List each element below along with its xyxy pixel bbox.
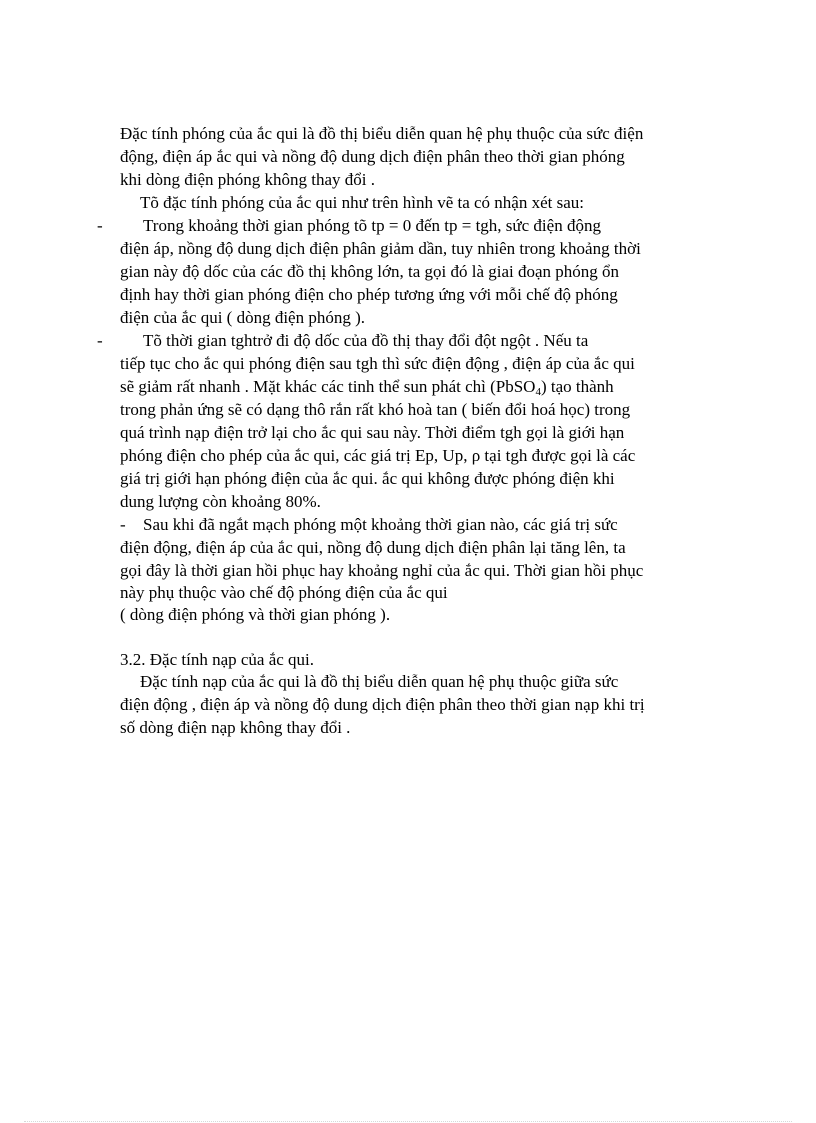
text-line: này phụ thuộc vào chế độ phóng điện của ắc qui bbox=[120, 583, 448, 602]
text-line: gian này độ dốc của các đồ thị không lớn, ta gọi đó là giai đoạn phóng ổn bbox=[120, 262, 620, 281]
page-bottom-divider bbox=[24, 1121, 792, 1122]
text-line: Sau khi đã ngắt mạch phóng một khoảng thời gian nào, các giá trị sức bbox=[143, 515, 618, 534]
text-line: ( dòng điện phóng và thời gian phóng ). bbox=[120, 605, 391, 624]
text-segment: sẽ giảm rất nhanh . Mặt khác các tinh thể sun phát chì (PbSO bbox=[120, 377, 536, 396]
text-segment: ) tạo thành bbox=[540, 377, 614, 396]
text-line: định hay thời gian phóng điện cho phép tương ứng với mỗi chế độ phóng bbox=[120, 285, 618, 304]
text-line: gọi đây là thời gian hồi phục hay khoảng nghỉ của ắc qui. Thời gian hồi phục bbox=[120, 561, 644, 580]
text-line: điện động, điện áp của ắc qui, nồng độ dung dịch điện phân lại tăng lên, ta bbox=[120, 538, 626, 557]
text-line: trong phản ứng sẽ có dạng thô rắn rất khó hoà tan ( biến đổi hoá học) trong bbox=[120, 400, 631, 419]
text-line: điện áp, nồng độ dung dịch điện phân giảm dần, tuy nhiên trong khoảng thời bbox=[120, 239, 641, 258]
bullet-marker: - bbox=[97, 216, 103, 235]
text-line: Tõ thời gian tghtrở đi độ dốc của đồ thị thay đổi đột ngột . Nếu ta bbox=[143, 331, 589, 350]
text-line: số dòng điện nạp không thay đổi . bbox=[120, 718, 351, 737]
bullet-marker: - bbox=[97, 331, 103, 350]
bullet-marker: - bbox=[120, 515, 126, 534]
text-line: Đặc tính phóng của ắc qui là đồ thị biểu diễn quan hệ phụ thuộc của sức điện bbox=[120, 124, 644, 143]
text-line: động, điện áp ắc qui và nồng độ dung dịch điện phân theo thời gian phóng bbox=[120, 147, 625, 166]
intro-line: Tõ đặc tính phóng của ắc qui như trên hình vẽ ta có nhận xét sau: bbox=[140, 193, 585, 212]
text-line-with-formula bbox=[120, 377, 614, 397]
text-line: phóng điện cho phép của ắc qui, các giá trị Ep, Up, ρ tại tgh được gọi là các bbox=[120, 446, 636, 465]
text-line: khi dòng điện phóng không thay đổi . bbox=[120, 170, 375, 189]
text-line: điện động , điện áp và nồng độ dung dịch điện phân theo thời gian nạp khi trị bbox=[120, 695, 645, 714]
text-line: tiếp tục cho ắc qui phóng điện sau tgh thì sức điện động , điện áp của ắc qui bbox=[120, 354, 635, 373]
text-line: điện của ắc qui ( dòng điện phóng ). bbox=[120, 308, 366, 327]
text-line: dung lượng còn khoảng 80%. bbox=[120, 492, 321, 511]
text-line: Trong khoảng thời gian phóng tõ tp = 0 đến tp = tgh, sức điện động bbox=[143, 216, 601, 235]
formula-subscript: 4 bbox=[535, 386, 541, 398]
text-line: Đặc tính nạp của ắc qui là đồ thị biểu diễn quan hệ phụ thuộc giữa sức bbox=[140, 672, 619, 691]
text-line: giá trị giới hạn phóng điện của ắc qui. ắc qui không được phóng điện khi bbox=[120, 469, 615, 488]
section-heading: 3.2. Đặc tính nạp của ắc qui. bbox=[120, 650, 315, 669]
text-line: quá trình nạp điện trở lại cho ắc qui sau này. Thời điểm tgh gọi là giới hạn bbox=[120, 423, 625, 442]
